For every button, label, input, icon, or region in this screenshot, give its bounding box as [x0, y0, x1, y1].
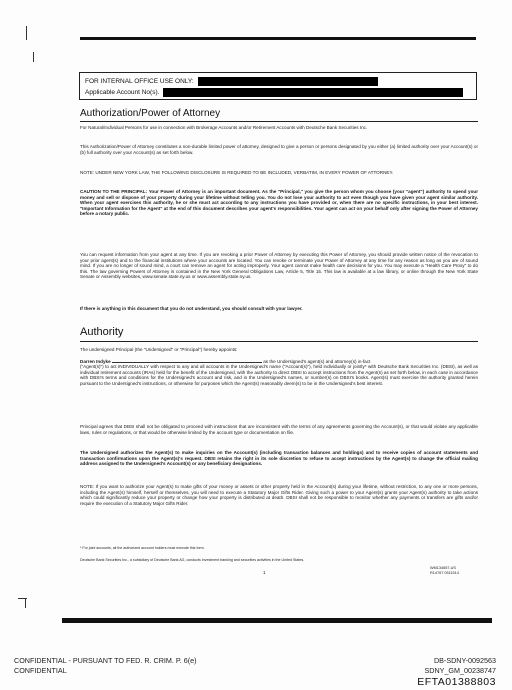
redaction-block — [198, 77, 378, 86]
account-number-label: Applicable Account No(s). — [85, 89, 160, 96]
paragraph-principal-agrees: Principal agrees that DBSI shall not be obligated to proceed with instructions that are inconsistent with the terms of any agreements governing the Account(s), or that would violate any applicable laws, rules or regulations, or that would be otherwise limited by the account type or documentation on file. — [80, 424, 478, 435]
internal-use-box — [79, 72, 477, 100]
footer-confidential-rule: CONFIDENTIAL - PURSUANT TO FED. R. CRIM. P. 6(e) — [14, 656, 197, 665]
heading-rule — [80, 341, 478, 342]
scan-mark-bottom-left-vertical — [25, 598, 26, 608]
scan-mark-top-left — [26, 26, 27, 40]
heading-rule — [80, 121, 478, 122]
paragraph-intro: For Natural/Individual Persons for use in connection with Brokerage Accounts and/or Retirement Accounts with Deutsche Bank Securities Inc. — [80, 125, 368, 130]
redaction-block — [163, 88, 463, 97]
agent-line-tail: as the Undersigned's agent(s) and attorney(s) in-fact — [263, 359, 371, 364]
footnote-deutsche-bank: Deutsche Bank Securities Inc., a subsidiary of Deutsche Bank AG, conducts investment banking and securities activities in the United States. — [80, 558, 305, 562]
footnote-joint-accounts: * For joint accounts, all the authorized account holders must execute this form. — [80, 546, 205, 550]
paragraph-gifts-note: NOTE: If you want to authorize your Agent(s) to make gifts of your money or assets or other property held in the Account(s) during your lifetime, without restriction, to any one or more persons, including the Agent(s) himself, herself or themselves, you will need to execute a Statutory Major Gifts Rider. Giving such a power to your Agent(s) grants your Agent(s) authority to take actions which could significantly reduce your property or change how your property is distributed at death. DBSI shall not be responsible to monitor whether any payments or transfers are gifts and/or require the execution of a Statutory Major Gifts Rider. — [80, 484, 478, 506]
top-rule — [80, 37, 476, 40]
paragraph-request-info: You can request information from your agent at any time. If you are revoking a prior Power of Attorney by executing this Power of Attorney, you should provide written notice of the revocation to your prior agent(s) and to the financial institutions where your accounts are located. You can revoke or terminate your Power of Attorney at any time for any reason as long as you are of sound mind. If you are no longer of sound mind, a court can remove an agent for acting improperly. Your agent cannot make health care decisions for you. You may execute a "Health Care Proxy" to do this. The law governing Powers of Attorney is contained in the New York General Obligations Law, Article 5, Title 15. This law is available at a law library, or online through the New York State Senate or Assembly websites, www.senate.state.ny.us or www.assembly.state.ny.us. — [80, 252, 478, 280]
footer-bates-sdny: SDNY_GM_00238747 — [424, 666, 496, 675]
paragraph-agent-authority: ("Agent(s)") to act INDIVIDUALLY with respect to any and all accounts in the Undersigned's name ("Account(s)"), held individually or jointly* with Deutsche Bank Securities Inc. (DBSI), as well as individual retirement accounts (IRAs) held for the benefit of the Undersigned, with the authority to direct DBSI to accept instructions from the Agent(s) as set forth below, in each case in accordance with DBSI's terms and conditions for the Undersigned's account and risk, and in the Undersigned's names, or number(s) on DBSI's books. Agent(s) must exercise the authority granted herein pursuant to the Undersigned's instructions, or otherwise for purposes which the Agent(s) reasonably deem(s) to be in the Undersigned's best interest. — [80, 364, 478, 386]
form-number: WM134657-US — [430, 566, 456, 570]
paragraph-ny-note: NOTE: UNDER NEW YORK LAW, THE FOLLOWING DISCLOSURE IS REQUIRED TO BE INCLUDED, VERBATIM, IN EVERY POWER OF ATTORNEY. — [80, 170, 394, 175]
scan-mark-left — [33, 52, 34, 62]
section-heading-authority: Authority — [80, 326, 124, 338]
section-heading-authorization: Authorization/Power of Attorney — [80, 108, 221, 119]
page-number: 1 — [263, 570, 266, 575]
paragraph-inquiries: The Undersigned authorizes the Agent(s) to make inquiries on the Account(s) (including transaction balances and holdings) and to receive copies of account statements and transaction confirmations upon the Agent(s)'s request. DBSI retains the right in its sole discretion to refuse to accept instructions by the Agent(s) to change the official mailing address assigned to the Undersigned's Account(s) or any beneficiary designations. — [80, 450, 478, 467]
form-revision: R14767 0511514 — [430, 571, 459, 575]
internal-use-label: FOR INTERNAL OFFICE USE ONLY: — [85, 78, 194, 85]
footer-bates-db: DB-SDNY-0092563 — [433, 656, 496, 665]
paragraph-consult-lawyer: If there is anything in this document that you do not understand, you should consult with your lawyer. — [80, 306, 303, 311]
paragraph-appoints: The undersigned Principal (the "Undersigned" or "Principal") hereby appoints: — [80, 347, 238, 352]
bottom-scan-bar — [62, 618, 492, 623]
paragraph-authorization: This Authorization/Power of Attorney constitutes a non-durable limited power of attorney, designed to give a person or persons designated by you either (a) limited authority over your Account(s) or (b) full authority over your Account(s) as set forth below. — [80, 144, 478, 155]
paragraph-caution: CAUTION TO THE PRINCIPAL: Your Power of Attorney is an important document. As the "Principal," you give the person whom you choose (your "agent") authority to spend your money and sell or dispose of your property during your lifetime without telling you. You do not lose your authority to act even though you have given your agent similar authority. When your agent exercises this authority, he or she must act according to any instructions you have provided or, when there are no specific instructions, in your best interest. "Important Information for the Agent" at the end of this document describes your agent's responsibilities. Your agent can act on your behalf only after signing the Power of Attorney before a notary public. — [80, 189, 478, 217]
agent-name-underline — [112, 358, 262, 363]
footer-efta-number: EFTA01388803 — [417, 676, 496, 688]
agent-name: Darren Indyke — [80, 359, 111, 364]
footer-confidential: CONFIDENTIAL — [14, 666, 67, 675]
